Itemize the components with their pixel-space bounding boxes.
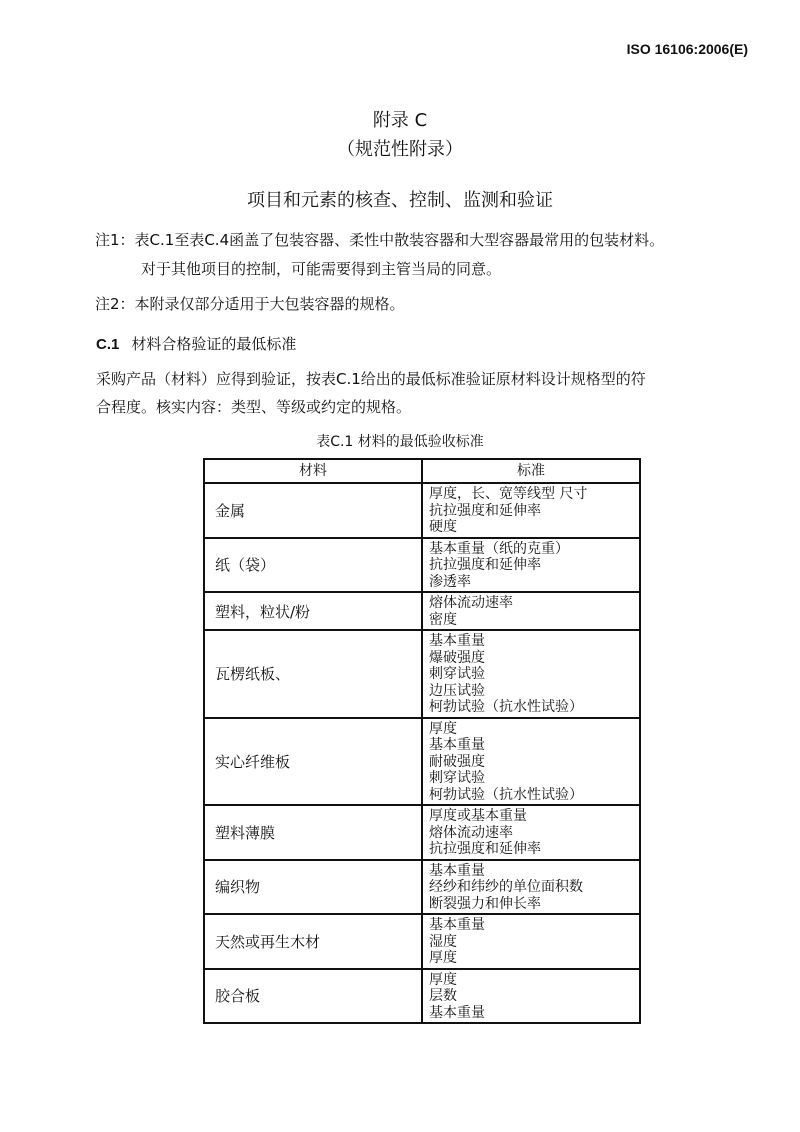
criteria-item: 爆破强度 [429,649,485,666]
material-cell: 胶合板 [204,969,422,1024]
material-cell: 天然或再生木材 [204,914,422,969]
table-row [204,969,640,1024]
table-row [204,860,640,915]
criteria-item: 层数 [429,988,457,1004]
criteria-cell [422,914,640,969]
criteria-cell [422,860,640,915]
criteria-item: 耐破强度 [429,753,485,770]
criteria-item: 基本重量 [429,1004,485,1021]
material-cell: 编织物 [204,860,422,915]
criteria-item: 基本重量 [429,917,485,933]
material-cell: 塑料薄膜 [204,805,422,860]
criteria-item: 柯勃试验（抗水性试验） [429,699,583,715]
material-cell: 瓦楞纸板、 [204,630,422,718]
criteria-item: 厚度 [429,950,457,966]
material-cell: 金属 [204,483,422,538]
column-header-material: 材料 [204,459,422,483]
table-row [204,914,640,969]
note-1-line-2: 对于其他项目的控制，可能需要得到主管当局的同意。 [141,260,502,278]
table-row [204,805,640,860]
section-heading [96,333,296,354]
criteria-item: 基本重量（纸的克重） [429,540,569,557]
standard-id: ISO 16106:2006(E) [626,41,748,57]
criteria-item: 熔体流动速率 [429,824,513,841]
annex-title: 附录 C [372,110,428,131]
annex-subtitle: （规范性附录） [337,139,463,160]
criteria-item: 断裂强力和伸长率 [429,895,541,912]
criteria-item: 刺穿试验 [429,666,485,682]
criteria-item: 渗透率 [429,573,471,590]
table-row [204,718,640,806]
criteria-item: 厚度或基本重量 [429,808,527,824]
criteria-cell [422,969,640,1024]
material-cell: 塑料，粒状/粉 [204,592,422,630]
note-2: 注2：本附录仅部分适用于大包装容器的规格。 [95,295,405,313]
criteria-item: 抗拉强度和延伸率 [429,841,541,857]
criteria-cell [422,538,640,593]
criteria-cell [422,805,640,860]
table-row [204,630,640,718]
criteria-item: 硬度 [429,519,457,535]
criteria-cell [422,630,640,718]
criteria-item: 经纱和纬纱的单位面积数 [429,879,583,895]
criteria-item: 厚度 [429,720,457,737]
paragraph-line-1: 采购产品（材料）应得到验证，按表C.1给出的最低标准验证原材料设计规格型的符 [96,370,646,388]
criteria-item: 厚度 [429,971,457,988]
criteria-item: 熔体流动速率 [429,595,513,611]
acceptance-criteria-table [203,458,641,1024]
note-1-line-1: 注1：表C.1至表C.4函盖了包装容器、柔性中散装容器和大型容器最常用的包装材料。 [95,231,665,249]
criteria-item: 密度 [429,611,457,628]
table-header-row [204,459,640,483]
criteria-item: 柯勃试验（抗水性试验） [429,786,583,803]
criteria-item: 抗拉强度和延伸率 [429,502,541,519]
criteria-item: 湿度 [429,933,457,950]
section-title: 材料合格验证的最低标准 [131,335,297,353]
criteria-item: 抗拉强度和延伸率 [429,557,541,573]
criteria-item: 边压试验 [429,682,485,699]
criteria-item: 基本重量 [429,633,485,649]
table-body [204,483,640,1023]
table-row [204,538,640,593]
material-cell: 纸（袋） [204,538,422,593]
criteria-cell [422,592,640,630]
section-number: C.1 [96,336,120,353]
column-header-criteria: 标准 [422,459,640,483]
criteria-item: 基本重量 [429,737,485,753]
criteria-cell [422,483,640,538]
table-caption: 表C.1 材料的最低验收标准 [316,434,484,450]
criteria-cell [422,718,640,806]
annex-heading: 项目和元素的核查、控制、监测和验证 [247,190,553,211]
criteria-item: 刺穿试验 [429,770,485,786]
paragraph-line-2: 合程度。核实内容：类型、等级或约定的规格。 [96,398,412,416]
table-row [204,592,640,630]
criteria-item: 厚度，长、宽等线型 尺寸 [429,486,588,502]
table-row [204,483,640,538]
criteria-item: 基本重量 [429,862,485,879]
material-cell: 实心纤维板 [204,718,422,806]
